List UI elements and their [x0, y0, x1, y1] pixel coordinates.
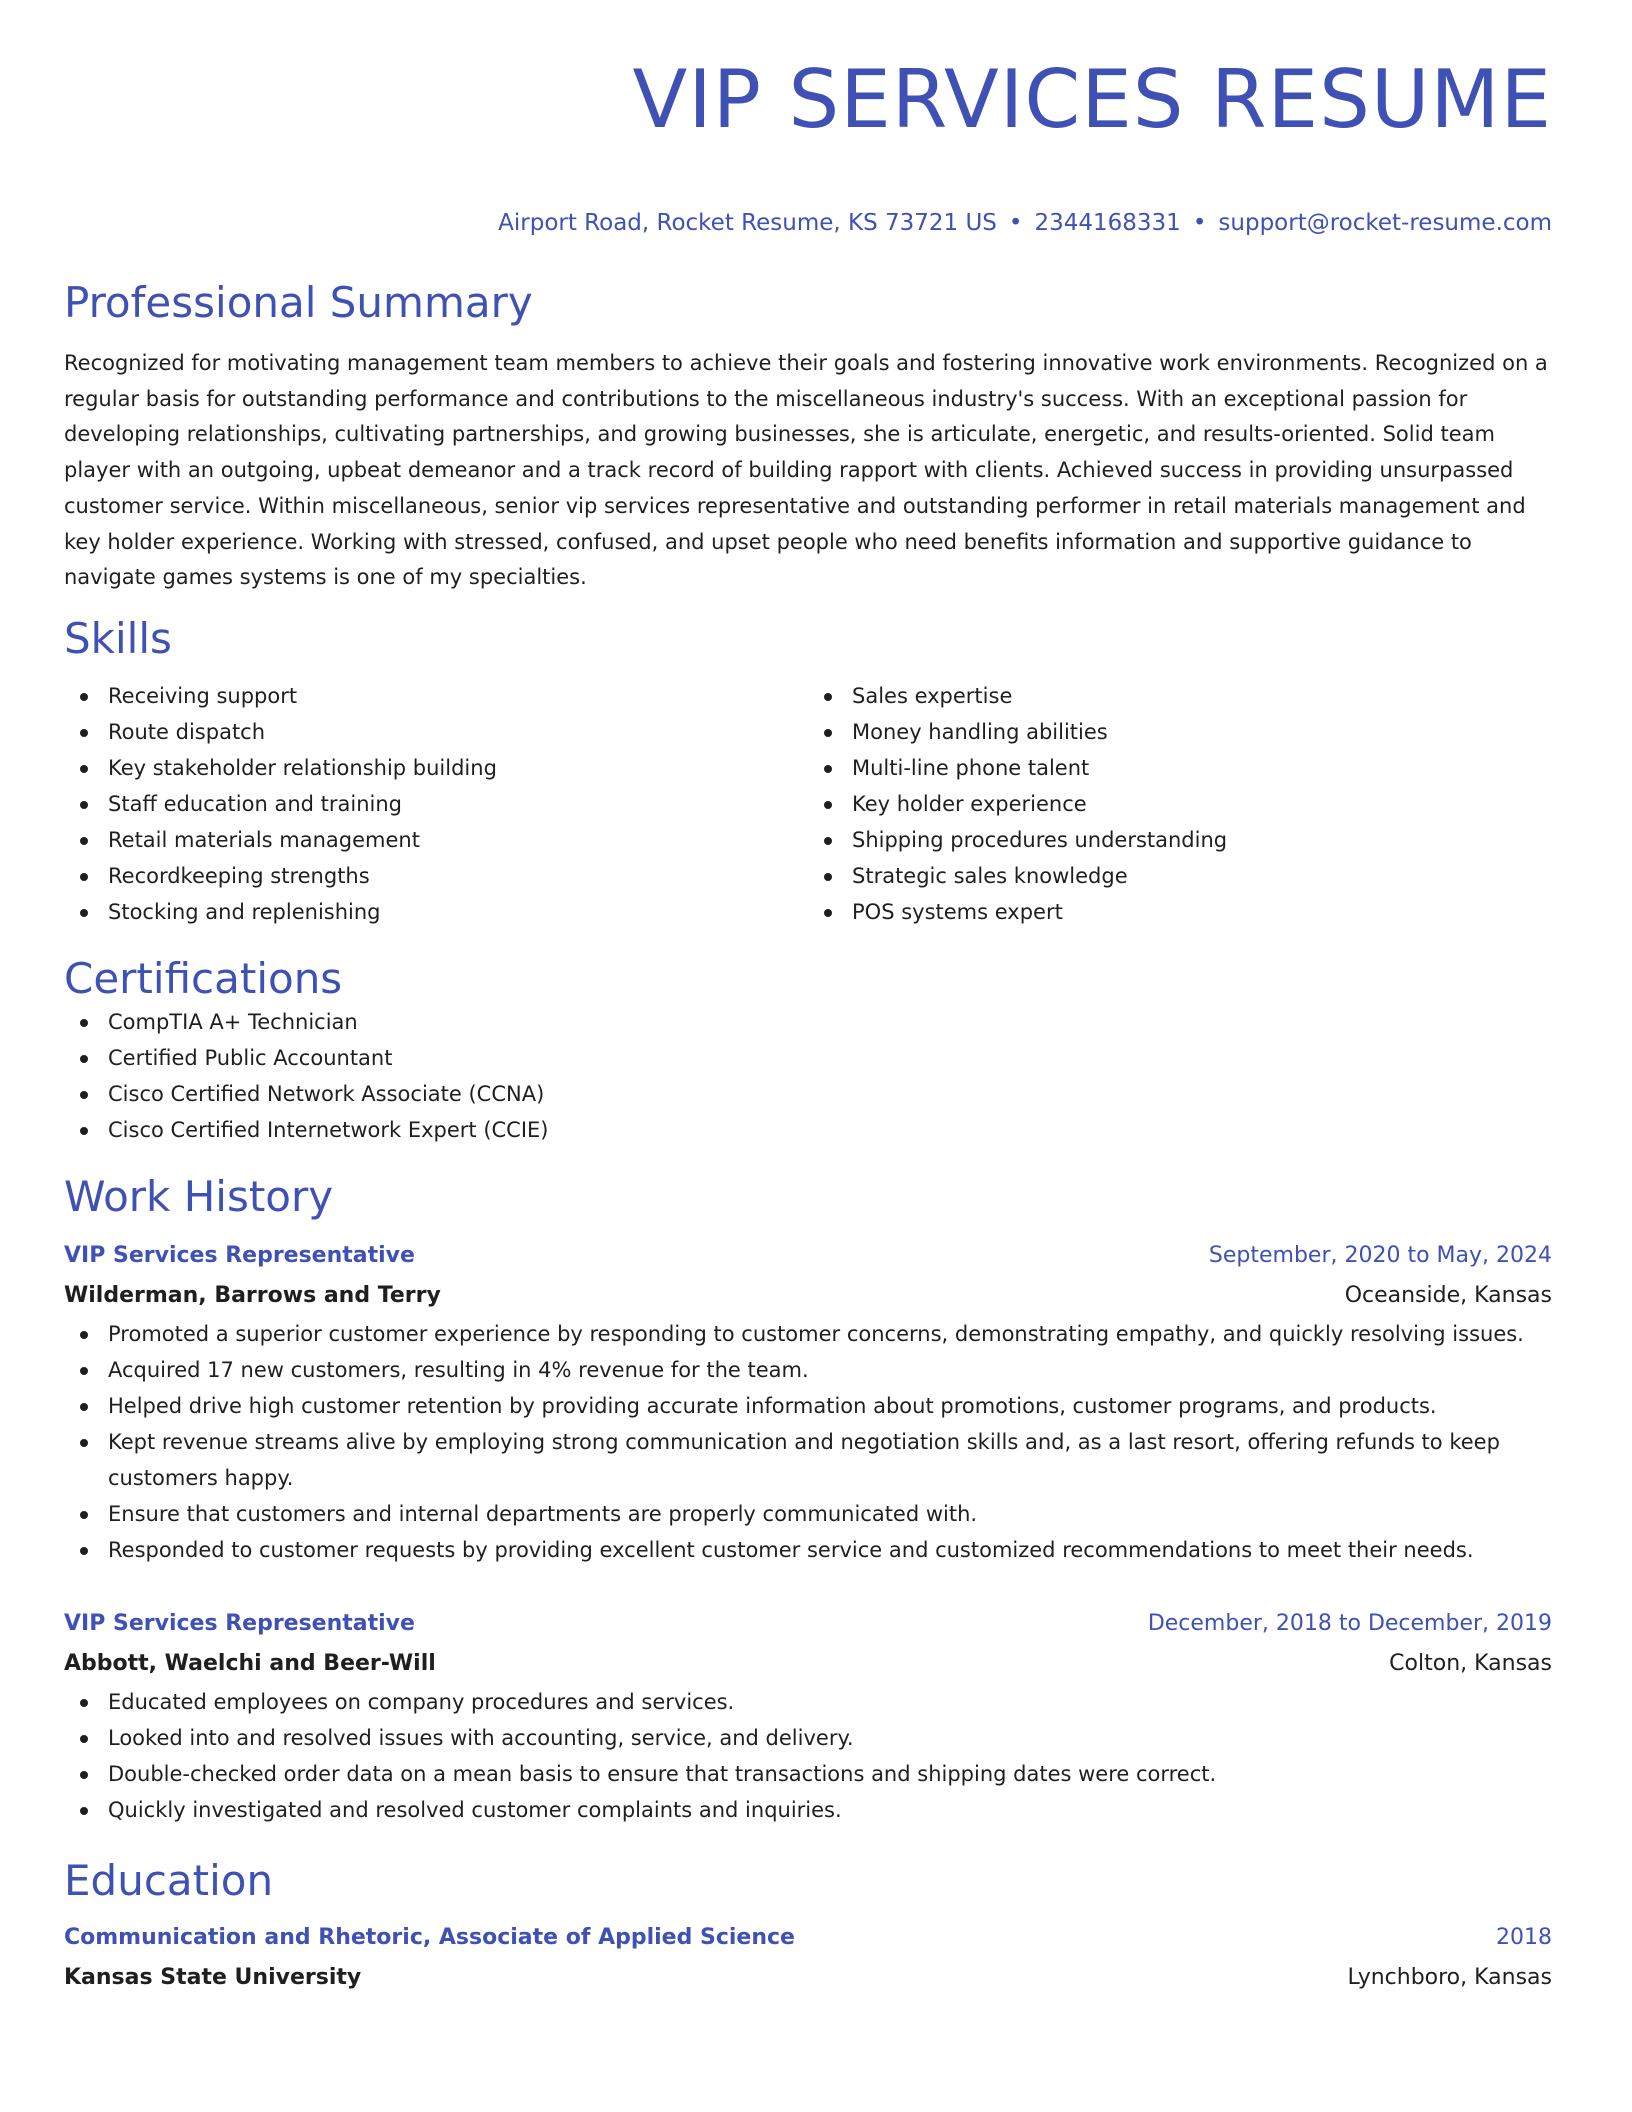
job-bullets	[64, 1316, 1552, 1568]
job-title: VIP Services Representative	[64, 1610, 415, 1636]
summary-heading: Professional Summary	[64, 278, 533, 327]
contact-separator: •	[1192, 210, 1207, 236]
list-item	[64, 894, 808, 930]
job-bullet-text: Double-checked order data on a mean basis to ensure that transactions and shipping dates were correct.	[108, 1761, 1217, 1786]
bullet-icon	[80, 1547, 88, 1555]
bullet-icon	[824, 765, 832, 773]
skill-text: Recordkeeping strengths	[108, 863, 370, 888]
list-item	[64, 858, 808, 894]
skills-heading: Skills	[64, 613, 172, 663]
bullet-icon	[80, 1055, 88, 1063]
skills-columns	[64, 678, 1552, 930]
bullet-icon	[80, 1091, 88, 1099]
bullet-icon	[80, 1511, 88, 1519]
list-item	[64, 1756, 1552, 1792]
skill-text: Stocking and replenishing	[108, 899, 381, 924]
contact-line	[64, 210, 1552, 236]
job-entry	[64, 1604, 1552, 1828]
skill-text: POS systems expert	[852, 899, 1063, 924]
bullet-icon	[80, 729, 88, 737]
resume-name: VIP SERVICES RESUME	[632, 53, 1552, 146]
bullet-icon	[80, 1735, 88, 1743]
bullet-icon	[80, 1367, 88, 1375]
summary-text: Recognized for motivating management team members to achieve their goals and fostering innovative work environments. Recognized on a regular basis for outstanding performance and contributions to the miscellaneous industry's success. With an exceptional passion for developing relationships, cultivating partnerships, and growing businesses, she is articulate, energetic, and results-oriented. Solid team player with an outgoing, upbeat demeanor and a track record of building rapport with clients. Achieved success in providing unsurpassed customer service. Within miscellaneous, senior vip services representative and outstanding performer in retail materials management and key holder experience. Working with stressed, confused, and upset people who need benefits information and supportive guidance to navigate games systems is one of my specialties.	[64, 351, 1548, 590]
bullet-icon	[80, 1807, 88, 1815]
job-company: Wilderman, Barrows and Terry	[64, 1282, 441, 1308]
bullet-icon	[80, 873, 88, 881]
contact-address: Airport Road, Rocket Resume, KS 73721 US	[498, 210, 997, 236]
bullet-icon	[80, 1019, 88, 1027]
certifications-list	[64, 1004, 1552, 1148]
education-entry	[64, 1918, 1552, 1998]
education-heading: Education	[64, 1855, 274, 1905]
job-company-row	[64, 1276, 1552, 1316]
job-bullet-text: Ensure that customers and internal departments are properly communicated with.	[108, 1501, 978, 1526]
list-item	[808, 822, 1552, 858]
skill-text: Key holder experience	[852, 791, 1087, 816]
skill-text: Shipping procedures understanding	[852, 827, 1228, 852]
certification-text: Cisco Certified Network Associate (CCNA)	[108, 1081, 545, 1106]
bullet-icon	[824, 801, 832, 809]
list-item	[808, 678, 1552, 714]
job-company-row	[64, 1644, 1552, 1684]
job-title: VIP Services Representative	[64, 1242, 415, 1268]
list-item	[64, 1388, 1552, 1424]
bullet-icon	[80, 1331, 88, 1339]
job-bullet-text: Quickly investigated and resolved customer complaints and inquiries.	[108, 1797, 842, 1822]
job-bullet-text: Acquired 17 new customers, resulting in 4% revenue for the team.	[108, 1357, 809, 1382]
list-item	[808, 750, 1552, 786]
bullet-icon	[824, 873, 832, 881]
bullet-icon	[80, 837, 88, 845]
work-history-heading: Work History	[64, 1171, 334, 1221]
certifications-heading: Certifications	[64, 953, 343, 1003]
job-bullet-text: Promoted a superior customer experience by responding to customer concerns, demonstrating empathy, and quickly resolving issues.	[108, 1321, 1524, 1346]
list-item	[808, 858, 1552, 894]
list-item	[64, 678, 808, 714]
skill-text: Strategic sales knowledge	[852, 863, 1128, 888]
list-item	[64, 1040, 1552, 1076]
contact-separator: •	[1008, 210, 1023, 236]
certification-text: CompTIA A+ Technician	[108, 1009, 358, 1034]
list-item	[64, 1424, 1552, 1496]
certification-text: Certified Public Accountant	[108, 1045, 393, 1070]
skills-left-list	[64, 678, 808, 930]
skills-left-column	[64, 678, 808, 930]
bullet-icon	[824, 729, 832, 737]
list-item	[64, 1684, 1552, 1720]
education-school-row	[64, 1958, 1552, 1998]
bullet-icon	[80, 801, 88, 809]
list-item	[64, 1004, 1552, 1040]
resume-page	[64, 0, 1552, 1998]
list-item	[808, 894, 1552, 930]
bullet-icon	[824, 909, 832, 917]
job-bullet-text: Educated employees on company procedures and services.	[108, 1689, 735, 1714]
job-dates: December, 2018 to December, 2019	[1147, 1610, 1552, 1636]
list-item	[64, 1496, 1552, 1532]
skill-text: Receiving support	[108, 683, 298, 708]
education-year: 2018	[1496, 1924, 1552, 1950]
list-item	[64, 1792, 1552, 1828]
skill-text: Staff education and training	[108, 791, 402, 816]
bullet-icon	[80, 1699, 88, 1707]
job-header-row	[64, 1236, 1552, 1276]
certification-text: Cisco Certified Internetwork Expert (CCIE)	[108, 1117, 549, 1142]
list-item	[64, 1720, 1552, 1756]
list-item	[808, 786, 1552, 822]
list-item	[64, 1316, 1552, 1352]
contact-email: support@rocket-resume.com	[1218, 210, 1552, 236]
bullet-icon	[80, 1127, 88, 1135]
education-header-row	[64, 1918, 1552, 1958]
list-item	[64, 1352, 1552, 1388]
bullet-icon	[80, 693, 88, 701]
skill-text: Sales expertise	[852, 683, 1013, 708]
bullet-icon	[80, 909, 88, 917]
job-bullets	[64, 1684, 1552, 1828]
list-item	[808, 714, 1552, 750]
skill-text: Route dispatch	[108, 719, 266, 744]
list-item	[64, 714, 808, 750]
job-header-row	[64, 1604, 1552, 1644]
list-item	[64, 750, 808, 786]
job-dates: September, 2020 to May, 2024	[1208, 1242, 1552, 1268]
job-bullet-text: Kept revenue streams alive by employing strong communication and negotiation skills and, as a last resort, offering refunds to keep customers happy.	[108, 1429, 1500, 1490]
contact-phone: 2344168331	[1034, 210, 1181, 236]
skills-right-column	[808, 678, 1552, 930]
bullet-icon	[824, 693, 832, 701]
list-item	[64, 786, 808, 822]
job-location: Colton, Kansas	[1389, 1650, 1552, 1676]
bullet-icon	[80, 1771, 88, 1779]
bullet-icon	[80, 765, 88, 773]
job-bullet-text: Responded to customer requests by providing excellent customer service and customized recommendations to meet their needs.	[108, 1537, 1474, 1562]
job-bullet-text: Looked into and resolved issues with accounting, service, and delivery.	[108, 1725, 854, 1750]
skill-text: Money handling abilities	[852, 719, 1108, 744]
job-location: Oceanside, Kansas	[1344, 1282, 1552, 1308]
education-degree: Communication and Rhetoric, Associate of Applied Science	[64, 1924, 795, 1950]
list-item	[64, 1076, 1552, 1112]
job-entry	[64, 1236, 1552, 1568]
job-bullet-text: Helped drive high customer retention by providing accurate information about promotions, customer programs, and products.	[108, 1393, 1437, 1418]
skill-text: Multi-line phone talent	[852, 755, 1090, 780]
bullet-icon	[80, 1403, 88, 1411]
skills-right-list	[808, 678, 1552, 930]
education-school: Kansas State University	[64, 1964, 362, 1990]
bullet-icon	[824, 837, 832, 845]
skill-text: Key stakeholder relationship building	[108, 755, 497, 780]
list-item	[64, 1532, 1552, 1568]
bullet-icon	[80, 1439, 88, 1447]
skill-text: Retail materials management	[108, 827, 420, 852]
job-company: Abbott, Waelchi and Beer-Will	[64, 1650, 436, 1676]
education-location: Lynchboro, Kansas	[1347, 1964, 1552, 1990]
list-item	[64, 1112, 1552, 1148]
list-item	[64, 822, 808, 858]
